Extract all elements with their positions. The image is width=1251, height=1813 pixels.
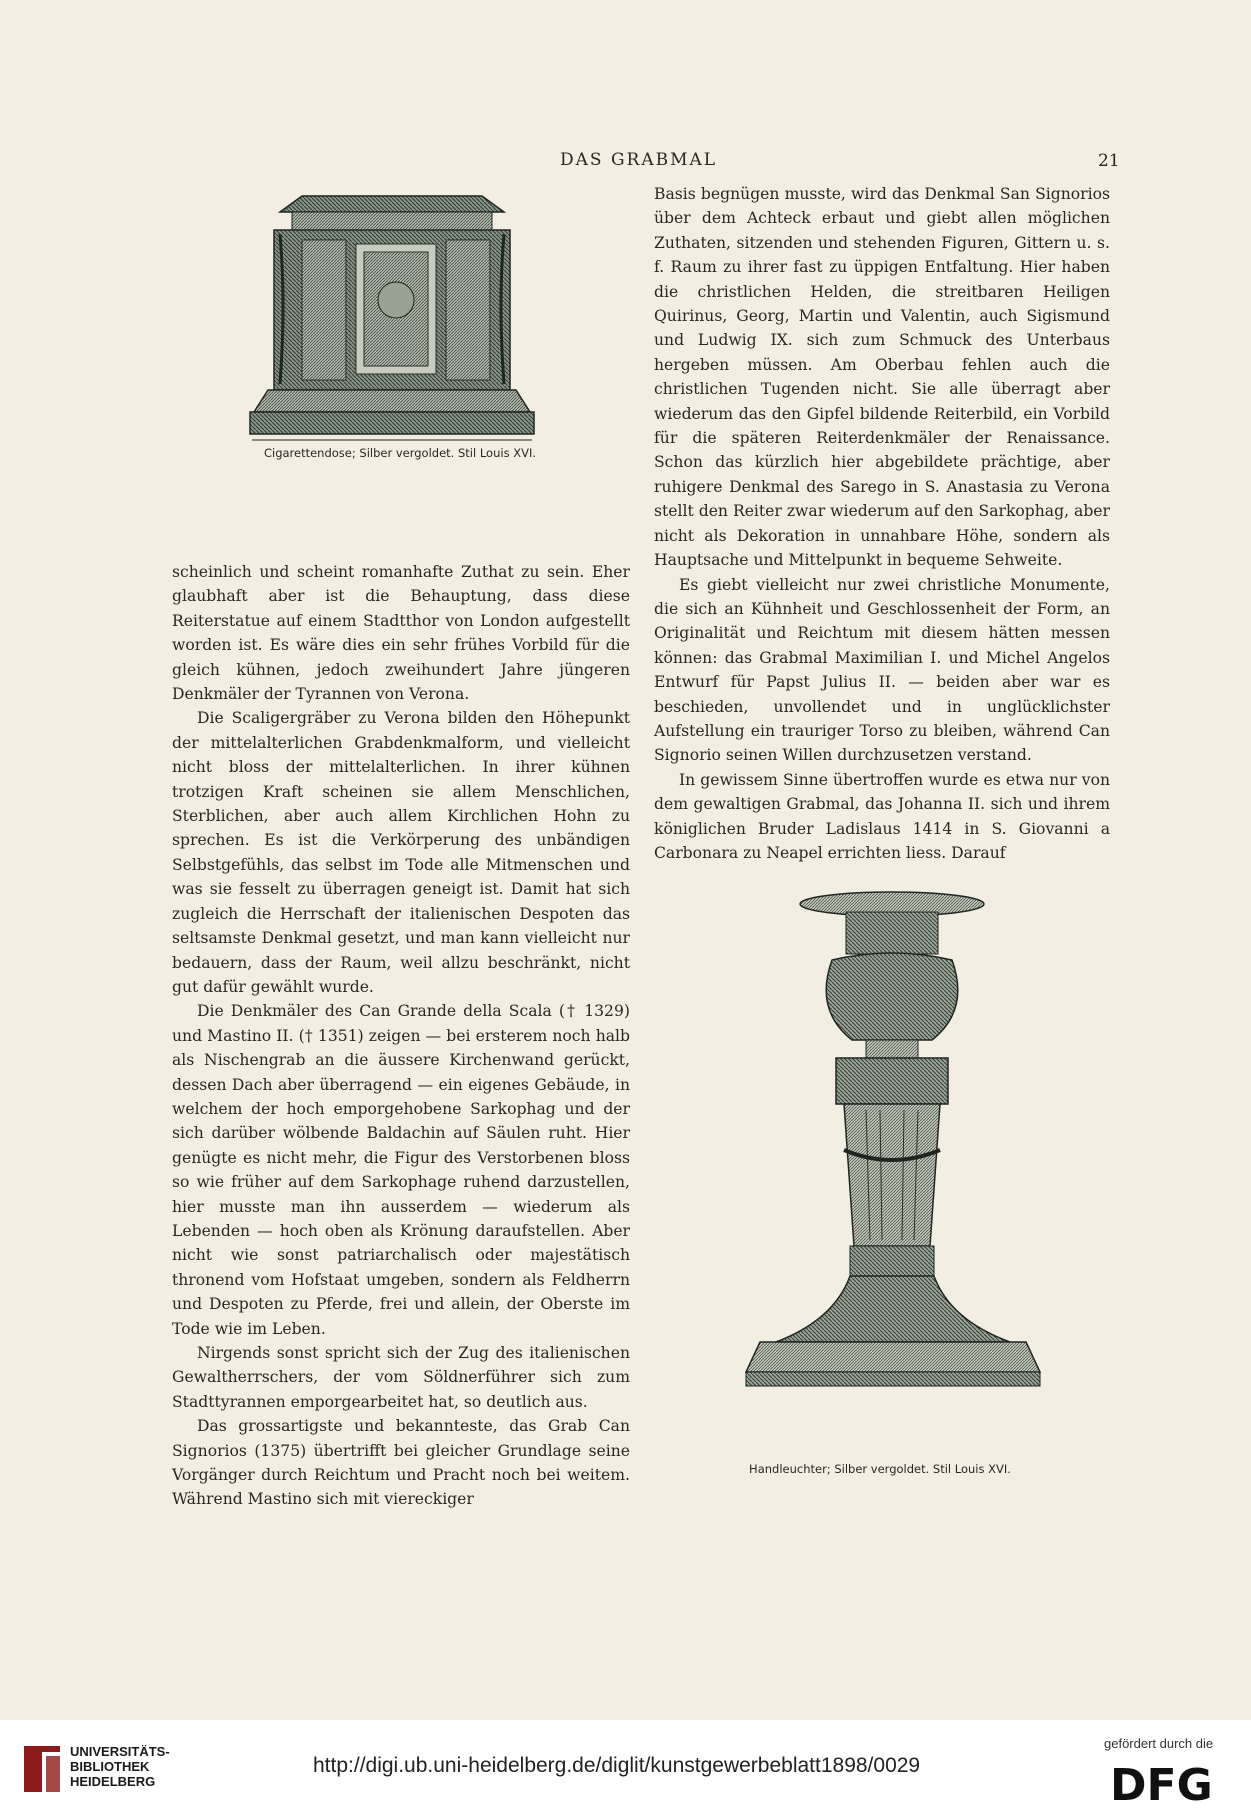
cigarette-box-illustration [232,190,562,510]
paragraph: Die Denkmäler des Can Grande della Scala († 1329) und Mastino II. († 1351) zeigen — bei ersterem noch halb als Nischengrab an die äussere Kirchenwand gerückt, dessen Dach aber überragend — ein eigenes Gebäude, in welchem der hoch emporgehobene Sarkophag und der sich darüber wölbende Baldachin auf Säulen ruht. Hier genügte es nicht mehr, die Figur des Verstorbenen bloss so wie früher auf dem Sarkophage ruhend darzustellen, hier musste man ihn ausserdem — wiederum als Lebenden — hoch oben als Krönung daraufstellen. Aber nicht wie sonst patriarchalisch oder majestätisch thronend vom Hofstaat umgeben, sondern als Feldherrn und Despoten zu Pferde, frei und allein, der Oberste im Tode wie im Leben. [172,1002,630,1338]
right-column-top [654,182,1110,865]
paragraph: Das grossartigste und bekannteste, das Grab Can Signorios (1375) übertrifft bei gleicher Grundlage seine Vorgänger durch Reichtum und Pracht noch bei weitem. Während Mastino sich mit viereckiger [172,1417,630,1509]
left-column [172,560,630,1512]
candlestick-figure [740,890,1060,1454]
library-name [70,1744,170,1789]
library-logo-icon [20,1742,64,1801]
paragraph: Die Scaligergräber zu Verona bilden den Höhepunkt der mittelalterlichen Grabdenkmalform, und vielleicht nicht bloss der mittelalterlichen. In ihrer kühnen trotzigen Kraft scheinen sie allem Menschlichen, Sterblichen, aber auch allem Kirchlichen Hohn zu sprechen. Es ist die Verkörperung des unbändigen Selbstgefühls, das selbst im Tode alle Mitmenschen und was sie fesselt zu überragen geneigt ist. Damit hat sich zugleich die Herrschaft der italienischen Despoten das seltsamste Denkmal gesetzt, und man kann vielleicht nur bedauern, dass der Raum, weil allzu beschränkt, nicht gut dafür gewählt wurde. [172,709,630,996]
candlestick-illustration [740,890,1060,1450]
funded-by-label: gefördert durch die [1104,1736,1214,1751]
running-head: DAS GRABMAL [560,150,718,170]
paragraph: scheinlich und scheint romanhafte Zuthat zu sein. Eher glaubhaft aber ist die Behauptung, dass diese Reiterstatue auf einem Stadtthor von London aufgestellt worden ist. Es wäre dies ein sehr frühes Vorbild für die gleich kühnen, jedoch zweihundert Jahre jüngeren Denkmäler der Tyrannen von Verona. [172,563,630,704]
library-name-line: BIBLIOTHEK [70,1759,150,1774]
candlestick-caption: Handleuchter; Silber vergoldet. Stil Louis XVI. [749,1462,1011,1476]
paragraph: Nirgends sonst spricht sich der Zug des italienischen Gewaltherrschers, der vom Söldnerführer sich zum Stadttyrannen emporgearbeitet hat, so deutlich aus. [172,1344,630,1411]
page-number: 21 [1098,151,1120,171]
paragraph: Basis begnügen musste, wird das Denkmal San Signorios über dem Achteck erbaut und giebt allen möglichen Zuthaten, sitzenden und stehenden Figuren, Gittern u. s. f. Raum zu ihrer fast zu üppigen Entfaltung. Hier haben die christlichen Helden, die streitbaren Heiligen Quirinus, Georg, Martin und Valentin, auch Sigismund und Ludwig IX. sich zum Schmuck des Unterbaus hergeben müssen. Am Oberbau fehlen auch die christlichen Tugenden nicht. Sie alle überragt aber wiederum das den Gipfel bildende Reiterbild, ein Vorbild für die späteren Reiterdenkmäler der Renaissance. Schon das kürzlich hier abgebildete prächtige, aber ruhigere Denkmal des Sarego in S. Anastasia zu Verona stellt den Reiter zwar wiederum auf den Sarkophag, aber nicht als Dekoration in unnahbare Höhe, sondern als Hauptsache und Mittelpunkt in bequeme Sehweite. [654,185,1110,570]
dfg-logo [1110,1760,1230,1811]
paragraph: In gewissem Sinne übertroffen wurde es etwa nur von dem gewaltigen Grabmal, das Johanna II. sich und ihrem königlichen Bruder Ladislaus 1414 in S. Giovanni a Carbonara zu Neapel errichten liess. Darauf [654,770,1110,862]
dfg-logo-text: DFG [1110,1760,1213,1806]
library-name-line: HEIDELBERG [70,1774,156,1789]
footer-bar [0,1720,1251,1813]
paragraph: Es giebt vielleicht nur zwei christliche Monumente, die sich an Kühnheit und Geschlossenheit der Form, an Originalität und Reichtum mit diesem hätten messen können: das Grabmal Maximilian I. und Michel Angelos Entwurf für Papst Julius II. — beiden aber war es beschieden, unvollendet und in unglücklichster Aufstellung ein trauriger Torso zu bleiben, während Can Signorio seinen Willen durchzusetzen verstand. [654,575,1110,765]
cigarette-box-caption: Cigarettendose; Silber vergoldet. Stil Louis XVI. [263,446,537,460]
source-url-link[interactable]: http://digi.ub.uni-heidelberg.de/diglit/kunstgewerbeblatt1898/0029 [313,1754,921,1777]
library-name-line: UNIVERSITÄTS- [70,1744,170,1759]
cigarette-box-figure [232,190,562,514]
